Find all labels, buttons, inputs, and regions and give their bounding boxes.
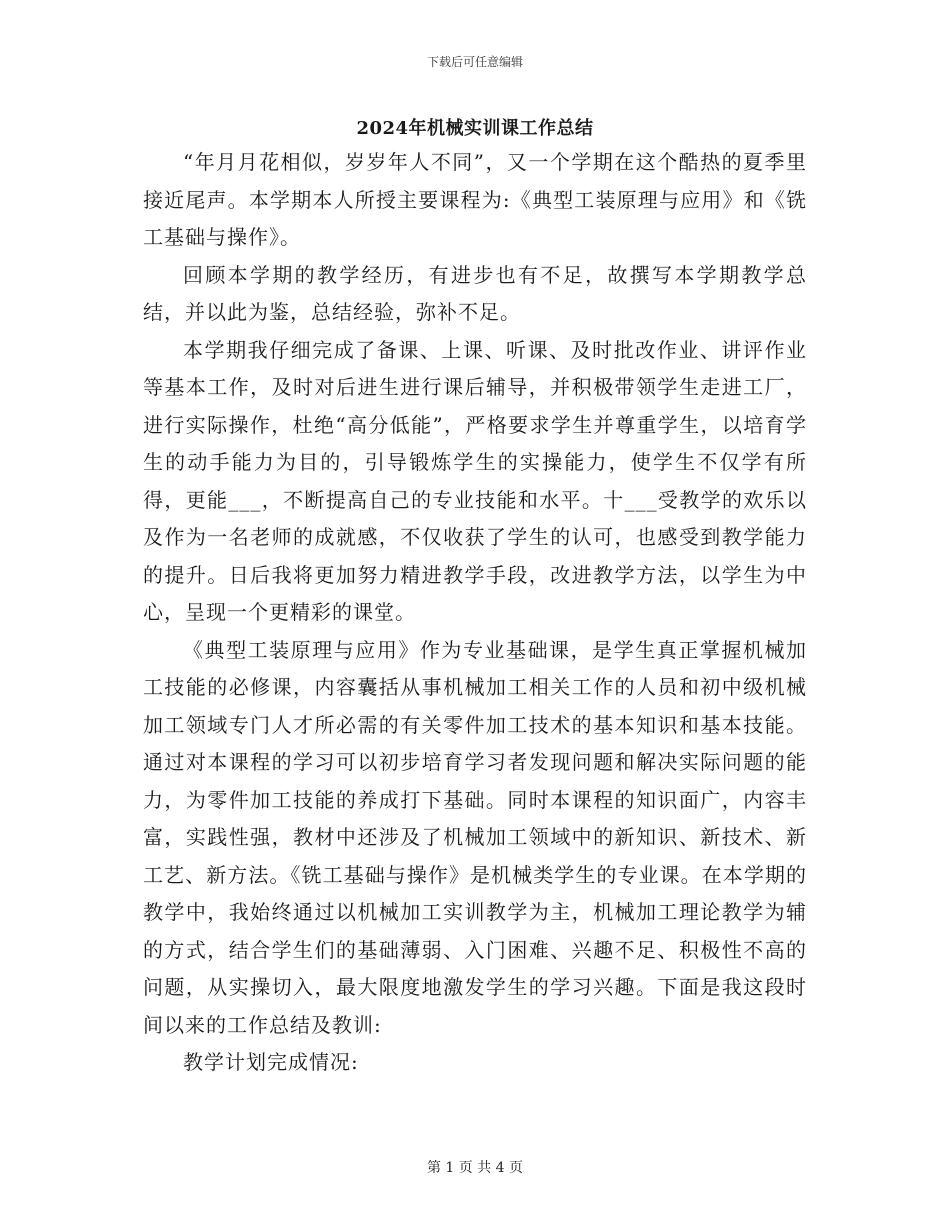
header-note: 下载后可任意编辑 [426, 55, 523, 69]
document-title: 2024年机械实训课工作总结 [356, 118, 594, 139]
paragraph: 教学计划完成情况: [183, 1050, 359, 1074]
paragraph: “年月月花相似，岁岁年人不同”，又一个学期在这个酷热的夏季里接近尾声。本学期本人所授主要课程为:《典型工装原理与应用》和《铣工基础与操作》。 [143, 150, 807, 249]
document-body [143, 144, 807, 1082]
paragraph: 本学期我仔细完成了备课、上课、听课、及时批改作业、讲评作业等基本工作，及时对后进生进行课后辅导，并积极带领学生走进工厂，进行实际操作，杜绝“高分低能”，严格要求学生并尊重学生，以培育学生的动手能力为目的，引导锻炼学生的实操能力，使学生不仅学有所得，更能___，不断提高自己的专业技能和水平。十___受教学的欢乐以及作为一名老师的成就感，不仅收获了学生的认可，也感受到教学能力的提升。日后我将更加努力精进教学手段，改进教学方法，以学生为中心，呈现一个更精彩的课堂。 [143, 337, 807, 624]
page-number-footer: 第 1 页 共 4 页 [426, 1160, 524, 1176]
paragraph: 回顾本学期的教学经历，有进步也有不足，故撰写本学期教学总结，并以此为鉴，总结经验，弥补不足。 [143, 262, 807, 324]
paragraph: 《典型工装原理与应用》作为专业基础课，是学生真正掌握机械加工技能的必修课，内容囊括从事机械加工相关工作的人员和初中级机械加工领域专门人才所必需的有关零件加工技术的基本知识和基本技能。通过对本课程的学习可以初步培育学习者发现问题和解决实际问题的能力，为零件加工技能的养成打下基础。同时本课程的知识面广，内容丰富，实践性强，教材中还涉及了机械加工领域中的新知识、新技术、新工艺、新方法。《铣工基础与操作》是机械类学生的专业课。在本学期的教学中，我始终通过以机械加工实训教学为主，机械加工理论教学为辅的方式，结合学生们的基础薄弱、入门困难、兴趣不足、积极性不高的问题，从实操切入，最大限度地激发学生的学习兴趣。下面是我这段时间以来的工作总结及教训: [143, 637, 807, 1037]
